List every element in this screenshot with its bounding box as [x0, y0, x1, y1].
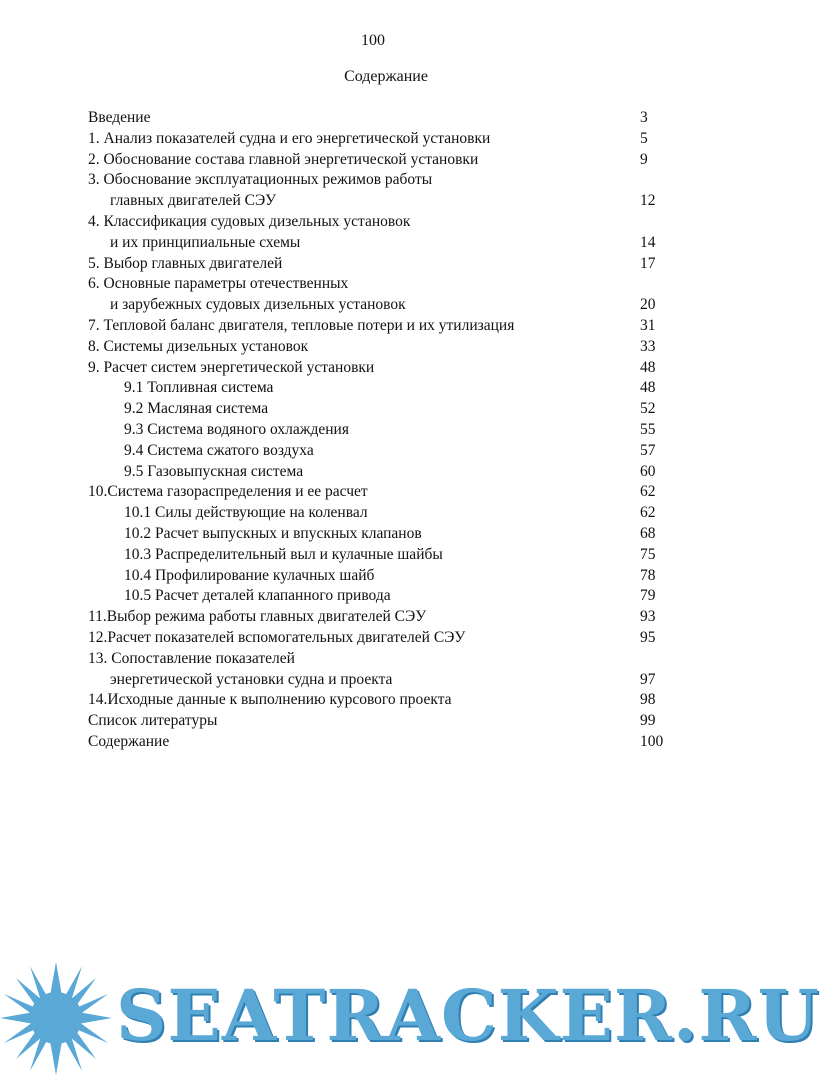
toc-entry	[88, 274, 678, 295]
toc-entry-text: 7. Тепловой баланс двигателя, тепловые потери и их утилизация	[88, 316, 515, 334]
toc-entry-text: 10.2 Расчет выпускных и впускных клапанов	[124, 524, 422, 542]
toc-entry-page: 48	[640, 358, 656, 376]
toc-entry-page: 52	[640, 400, 656, 418]
toc-entry-page: 14	[640, 233, 656, 251]
toc-entry-text: 4. Классификация судовых дизельных установок	[88, 212, 411, 230]
toc-entry-page: 5	[640, 129, 648, 147]
toc-entry-text: 12.Расчет показателей вспомогательных двигателей СЭУ	[88, 628, 466, 646]
toc-entry	[88, 295, 678, 316]
toc-entry	[88, 316, 678, 337]
toc-entry	[88, 690, 678, 711]
toc-entry-text: 11.Выбор режима работы главных двигателей СЭУ	[88, 608, 427, 626]
toc-entry-text: 9.2 Масляная система	[124, 400, 269, 418]
toc-entry-text: 10.1 Силы действующие на коленвал	[124, 504, 368, 522]
toc-entry-text: 1. Анализ показателей судна и его энергетической установки	[88, 129, 491, 147]
toc-entry	[88, 482, 678, 503]
toc-entry	[88, 732, 678, 753]
toc-entry-text: 14.Исходные данные к выполнению курсового проекта	[88, 691, 452, 709]
watermark	[0, 962, 820, 1075]
toc-entry-page: 57	[640, 441, 656, 459]
toc-entry	[88, 337, 678, 358]
toc-entry-page: 12	[640, 192, 656, 210]
watermark-text: SEATRACKER.RU	[116, 974, 820, 1057]
toc-entry	[88, 628, 678, 649]
toc-entry-page: 17	[640, 254, 656, 272]
toc-entry-page: 78	[640, 566, 656, 584]
toc-entry-text: 6. Основные параметры отечественных	[88, 275, 349, 293]
toc-entry	[88, 566, 678, 587]
toc-entry	[88, 420, 678, 441]
toc-entry-page: 68	[640, 524, 656, 542]
page-number: 100	[361, 32, 385, 49]
toc-entry-text: главных двигателей СЭУ	[110, 192, 277, 210]
toc-entry-page: 55	[640, 420, 656, 438]
toc-entry	[88, 170, 678, 191]
toc-entry	[88, 545, 678, 566]
toc-entry	[88, 441, 678, 462]
sun-logo-icon	[0, 962, 112, 1075]
toc-entry-page: 100	[640, 732, 664, 750]
toc-entry-page: 9	[640, 150, 648, 168]
table-of-contents	[88, 108, 678, 753]
toc-entry-text: 9.3 Система водяного охлаждения	[124, 420, 349, 438]
toc-entry-page: 3	[640, 109, 648, 126]
toc-entry	[88, 670, 678, 691]
toc-entry-text: 9. Расчет систем энергетической установки	[88, 358, 375, 376]
toc-entry-page: 95	[640, 628, 656, 646]
toc-entry-text: 5. Выбор главных двигателей	[88, 254, 283, 272]
toc-entry-page: 79	[640, 587, 656, 605]
toc-entry	[88, 358, 678, 379]
toc-entry-page: 62	[640, 483, 656, 501]
toc-entry	[88, 233, 678, 254]
toc-entry-page: 98	[640, 691, 656, 709]
toc-entry-page: 97	[640, 670, 656, 688]
toc-entry-page: 60	[640, 462, 656, 480]
toc-entry	[88, 150, 678, 171]
toc-entry-page: 33	[640, 337, 656, 355]
toc-entry-page: 75	[640, 545, 656, 563]
toc-entry-text: 10.3 Распределительный выл и кулачные шайбы	[124, 545, 443, 563]
toc-entry-page: 31	[640, 316, 656, 334]
toc-entry-text: и их принципиальные схемы	[110, 233, 301, 251]
toc-entry	[88, 607, 678, 628]
toc-entry	[88, 649, 678, 670]
toc-entry	[88, 129, 678, 150]
toc-entry	[88, 462, 678, 483]
toc-entry-text: 10.4 Профилирование кулачных шайб	[124, 566, 375, 584]
toc-entry-text: 13. Сопоставление показателей	[88, 649, 295, 667]
toc-entry-text: 10.5 Расчет деталей клапанного привода	[124, 587, 391, 605]
toc-entry	[88, 212, 678, 233]
toc-entry-text: Содержание	[88, 732, 170, 750]
toc-entry	[88, 254, 678, 275]
toc-entry	[88, 711, 678, 732]
toc-entry-text: Список литературы	[88, 712, 218, 730]
toc-entry-page: 93	[640, 608, 656, 626]
toc-entry	[88, 524, 678, 545]
toc-entry-text: 8. Системы дизельных установок	[88, 337, 309, 355]
toc-entry-text: 9.4 Система сжатого воздуха	[124, 441, 314, 459]
toc-entry-text: 2. Обоснование состава главной энергетической установки	[88, 150, 479, 168]
toc-entry-text: энергетической установки судна и проекта	[110, 670, 393, 688]
toc-entry-page: 99	[640, 712, 656, 730]
page-title: Содержание	[344, 68, 428, 85]
toc-entry	[88, 399, 678, 420]
toc-entry-page: 20	[640, 296, 656, 314]
toc-entry	[88, 503, 678, 524]
toc-entry	[88, 378, 678, 399]
toc-entry-text: 9.5 Газовыпускная система	[124, 462, 304, 480]
toc-entry-text: и зарубежных судовых дизельных установок	[110, 296, 406, 314]
toc-entry-text: Введение	[88, 109, 151, 126]
toc-entry-page: 48	[640, 379, 656, 397]
toc-entry-text: 3. Обоснование эксплуатационных режимов работы	[88, 171, 433, 189]
toc-entry-text: 9.1 Топливная система	[124, 379, 274, 397]
toc-entry	[88, 191, 678, 212]
toc-entry	[88, 108, 678, 129]
toc-entry	[88, 586, 678, 607]
toc-entry-page: 62	[640, 504, 656, 522]
toc-entry-text: 10.Система газораспределения и ее расчет	[88, 483, 368, 501]
